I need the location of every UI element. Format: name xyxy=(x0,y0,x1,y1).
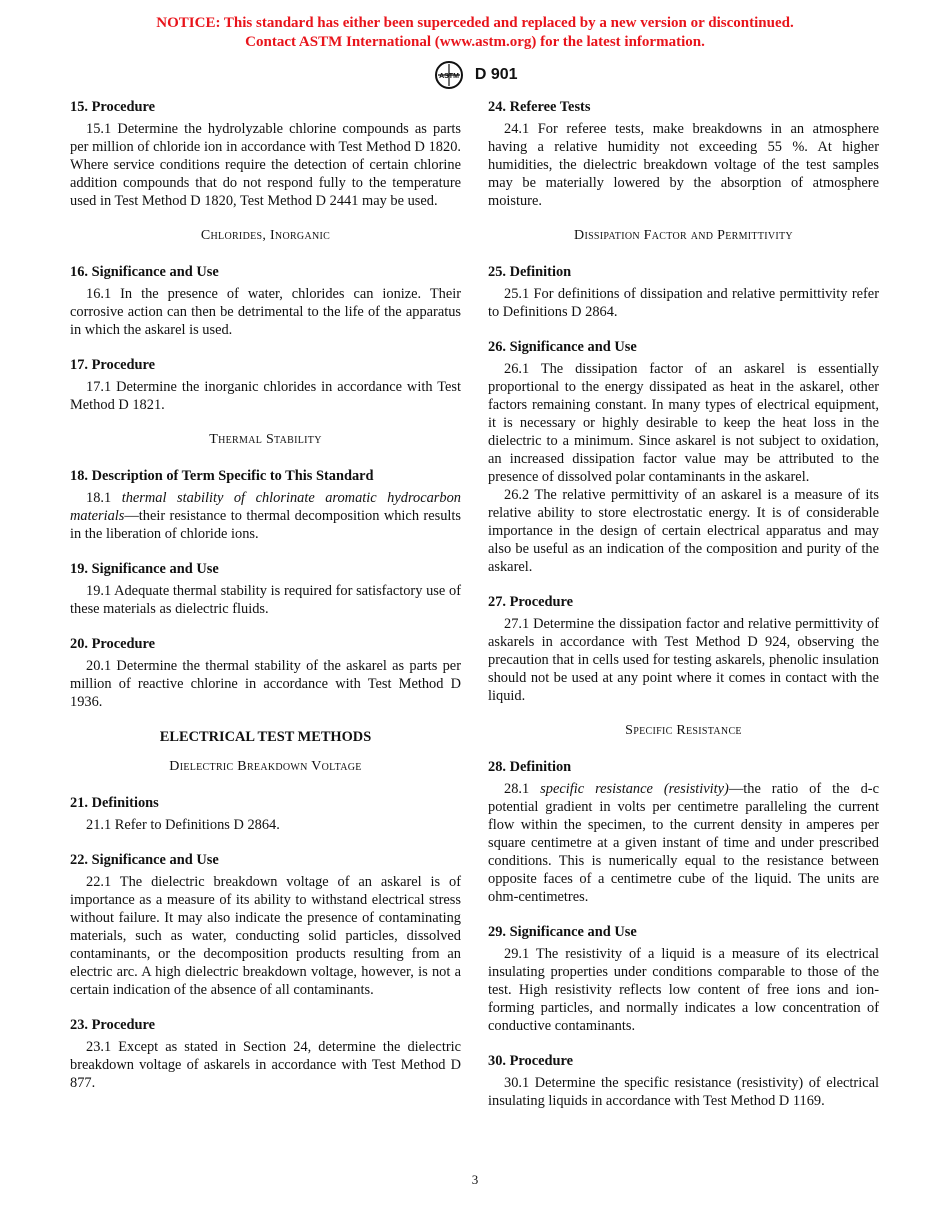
defined-term: specific resistance (resistivity) xyxy=(540,781,729,797)
right-column xyxy=(488,98,879,1127)
section-27 xyxy=(488,593,879,705)
section-heading: 28. Definition xyxy=(488,759,572,775)
subsection-title: Dissipation Factor and Permittivity xyxy=(574,228,793,243)
paragraph: 17.1 Determine the inorganic chlorides in accordance with Test Method D 1821. xyxy=(70,379,461,413)
notice-line-1: NOTICE: This standard has either been superceded and replaced by a new version or discontinued. xyxy=(156,15,794,31)
paragraph: 30.1 Determine the specific resistance (resistivity) of electrical insulating liquids in accordance with Test Method D 1169. xyxy=(488,1075,879,1109)
definition-text: —the ratio of the d-c potential gradient in volts per centimetre paralleling the current flow within the specimen, to the current density in amperes per square centimetre at a given instant of time and under prescribed conditions. This is numerically equal to the resistance between opposite faces of a centimetre cube of the liquid. The units are ohm-centimetres. xyxy=(488,781,879,905)
definition-text: —their resistance to thermal decomposition which results in the liberation of chloride ions. xyxy=(70,508,461,542)
section-heading: 29. Significance and Use xyxy=(488,924,637,940)
section-25 xyxy=(488,263,879,321)
section-heading: 15. Procedure xyxy=(70,99,155,115)
section-17 xyxy=(70,356,461,414)
section-28 xyxy=(488,758,879,906)
subsection-title: Thermal Stability xyxy=(209,432,322,447)
paragraph: 24.1 For referee tests, make breakdowns in an atmosphere having a relative humidity not exceeding 55 %. At higher humidities, the dielectric breakdown voltage of the test samples may be materially lowered by the absorption of atmosphere moisture. xyxy=(488,121,879,209)
paragraph: 25.1 For definitions of dissipation and relative permittivity refer to Definitions D 2864. xyxy=(488,286,879,320)
section-29 xyxy=(488,923,879,1035)
paragraph: 20.1 Determine the thermal stability of the askarel as parts per million of reactive chlorine in accordance with Test Method D 1936. xyxy=(70,658,461,710)
section-22 xyxy=(70,851,461,999)
supersede-notice xyxy=(0,14,950,52)
paragraph: 19.1 Adequate thermal stability is required for satisfactory use of these materials as dielectric fluids. xyxy=(70,583,461,617)
designation: D 901 xyxy=(474,66,518,83)
subsection-title: Specific Resistance xyxy=(625,723,742,738)
para-number: 28.1 xyxy=(504,781,530,797)
page-number: 3 xyxy=(471,1172,479,1187)
paragraph: 16.1 In the presence of water, chlorides can ionize. Their corrosive action can then be detrimental to the life of the apparatus in which the askarel is used. xyxy=(70,286,461,338)
paragraph: 27.1 Determine the dissipation factor and relative permittivity of askarels in accordance with Test Method D 924, observing the precaution that in cells used for testing askarels, phenolic insulation should not be used at any point where it comes in contact with the liquid. xyxy=(488,616,879,704)
paragraph: 15.1 Determine the hydrolyzable chlorine compounds as parts per million of chloride ion in accordance with Test Method D 1820. Where service conditions require the detection of certain chlorine addition compounds that do not respond fully to the temperature used in Test Method D 1820, Test Method D 2441 may be used. xyxy=(70,121,461,209)
section-16 xyxy=(70,263,461,339)
section-heading: 25. Definition xyxy=(488,264,572,280)
section-heading: 22. Significance and Use xyxy=(70,852,219,868)
section-21 xyxy=(70,794,461,834)
section-19 xyxy=(70,560,461,618)
section-heading: 20. Procedure xyxy=(70,636,155,652)
subsection-title: Dielectric Breakdown Voltage xyxy=(169,759,362,774)
para-number: 18.1 xyxy=(86,490,112,506)
section-heading: 27. Procedure xyxy=(488,594,573,610)
major-heading: ELECTRICAL TEST METHODS xyxy=(159,729,372,745)
section-heading: 19. Significance and Use xyxy=(70,561,219,577)
paragraph: 22.1 The dielectric breakdown voltage of an askarel is of importance as a measure of its ability to withstand electrical stress without failure. It may also indicate the presence of contaminating materials, such as water, conducting solid particles, dissolved contaminants, or the decomposition products resulting from an electric arc. A high dielectric breakdown voltage, however, is not a certain indication of the absence of all contaminants. xyxy=(70,874,461,998)
paragraph xyxy=(70,489,461,543)
subsection-title: Chlorides, Inorganic xyxy=(200,228,331,243)
notice-line-2: Contact ASTM International (www.astm.org) for the latest information. xyxy=(245,34,705,50)
paragraph: 23.1 Except as stated in Section 24, determine the dielectric breakdown voltage of askarels in accordance with Test Method D 877. xyxy=(70,1039,461,1091)
section-18 xyxy=(70,467,461,543)
section-heading: 26. Significance and Use xyxy=(488,339,637,355)
section-heading: 23. Procedure xyxy=(70,1017,155,1033)
document-header xyxy=(0,60,950,90)
astm-logo-icon xyxy=(432,60,466,90)
section-heading: 30. Procedure xyxy=(488,1053,573,1069)
section-heading: 18. Description of Term Specific to This Standard xyxy=(70,468,374,484)
left-column xyxy=(70,98,461,1109)
paragraph: 21.1 Refer to Definitions D 2864. xyxy=(86,817,280,833)
section-26 xyxy=(488,338,879,576)
section-15 xyxy=(70,98,461,210)
section-heading: 21. Definitions xyxy=(70,795,159,811)
section-heading: 24. Referee Tests xyxy=(488,99,591,115)
section-heading: 16. Significance and Use xyxy=(70,264,219,280)
section-20 xyxy=(70,635,461,711)
paragraph: 29.1 The resistivity of a liquid is a measure of its electrical insulating properties under conditions comparable to those of the test. High resistivity reflects low content of free ions and ion-forming particles, and normally indicates a low concentration of conductive contaminants. xyxy=(488,946,879,1034)
defined-term: thermal stability of chlorinate aromatic hydrocarbon materials xyxy=(70,490,461,524)
paragraph: 26.2 The relative permittivity of an askarel is a measure of its relative ability to store electrostatic energy. It is of considerable importance in the design of certain electrical apparatus and may also be useful as an indication of the composition and purity of the askarel. xyxy=(488,487,879,575)
section-23 xyxy=(70,1016,461,1092)
section-heading: 17. Procedure xyxy=(70,357,155,373)
section-24 xyxy=(488,98,879,210)
paragraph xyxy=(488,780,879,906)
section-30 xyxy=(488,1052,879,1110)
paragraph: 26.1 The dissipation factor of an askarel is essentially proportional to the energy dissipated as heat in the askarel, other factors remaining constant. In many types of electrical equipment, it is necessary or highly desirable to keep the heat loss in the dielectric to a minimum. Since askarel is not subject to oxidation, an increased dissipation factor value may be attributed to the presence of dissolved polar contaminants in the askarel. xyxy=(488,361,879,485)
svg-text:ASTM: ASTM xyxy=(439,73,460,80)
